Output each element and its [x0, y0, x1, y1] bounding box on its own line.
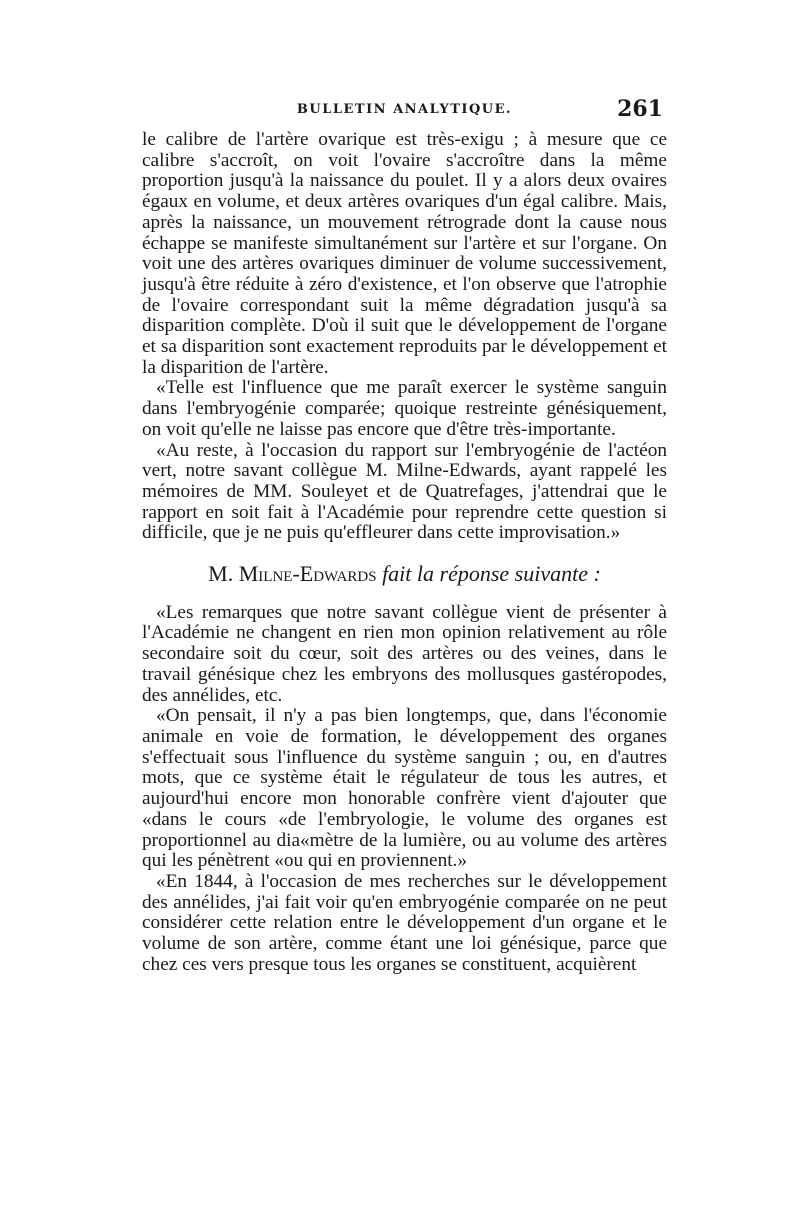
paragraph: «On pensait, il n'y a pas bien longtemps, que, dans l'économie animale en voie de formation, le développement des organes s'effectuait sous l'influence du système sanguin ; ou, en d'autres mots, que ce système était le régulateur de tous les autres, et aujourd'hui encore mon honorable confrère vient d'ajouter que «dans le cours «de l'embryologie, le volume des organes est proportionnel au dia«mètre de la lumière, ou au volume des artères qui les pénètrent «ou qui en proviennent.» [142, 705, 667, 872]
speaker-name: M. Milne-Edwards [208, 561, 377, 587]
running-title: BULLETIN ANALYTIQUE. [296, 102, 513, 117]
body-text [142, 130, 667, 975]
paragraph: «Les remarques que notre savant collègue vient de présenter à l'Académie ne changent en rien mon opinion relativement au rôle secondaire soit du cœur, soit des artères ou des veines, dans le travail génésique chez les embryons des mollusques gastéropodes, des annélides, etc. [142, 601, 667, 706]
paragraph-continued: le calibre de l'artère ovarique est très-exigu ; à mesure que ce calibre s'accroît, on voit l'ovaire s'accroître dans la même proportion jusqu'à la naissance du poulet. Il y a alors deux ovaires égaux en volume, et deux artères ovariques d'un égal calibre. Mais, après la naissance, un mouvement rétrograde dont la cause nous échappe se manifeste simultanément sur l'artère et sur l'organe. On voit une des artères ovariques diminuer de volume successivement, jusqu'à être réduite à zéro d'existence, et l'on observe que l'atrophie de l'ovaire correspondant suit la même dégradation jusqu'à sa disparition complète. D'où il suit que le développement de l'organe et sa disparition sont exactement reproduits par le développement et la disparition de l'artère. [142, 129, 667, 378]
heading-phrase: fait la réponse suivante : [382, 561, 601, 587]
paragraph: «Au reste, à l'occasion du rapport sur l'embryogénie de l'actéon vert, notre savant collègue M. Milne-Edwards, ayant rappelé les mémoires de MM. Souleyet et de Quatrefages, j'attendrai que le rapport en soit fait à l'Académie pour reprendre cette question si difficile, que je ne puis qu'effleurer dans cette improvisation.» [142, 439, 667, 544]
paragraph: «En 1844, à l'occasion de mes recherches sur le développement des annélides, j'ai fait voir qu'en embryogénie comparée on ne peut considérer cette relation entre le développement d'un organe et le volume de son artère, comme étant une loi génésique, parce que chez ces vers presque tous les organes se constituent, acquièrent [142, 870, 667, 975]
running-head [142, 96, 667, 130]
paragraph: «Telle est l'influence que me paraît exercer le système sanguin dans l'embryogénie comparée; quoique restreinte génésiquement, on voit qu'elle ne laisse pas encore que d'être très-importante. [142, 377, 667, 440]
page-number: 261 [617, 96, 663, 122]
section-heading [142, 561, 667, 587]
document-page [142, 96, 667, 975]
